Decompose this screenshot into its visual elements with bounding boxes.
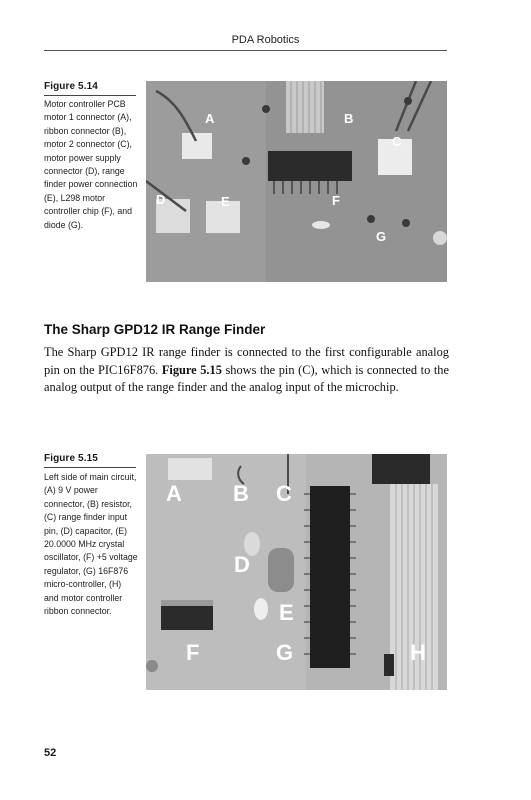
fig15-label-h: H xyxy=(410,640,426,665)
fig14-label-g: G xyxy=(376,229,387,244)
fig15-label-g: G xyxy=(276,640,294,665)
pic16f876-chip-shape xyxy=(310,486,350,668)
fig15-label-b: B xyxy=(233,481,249,506)
l298-chip-shape xyxy=(268,151,352,181)
fig14-label-f: F xyxy=(332,193,340,208)
fig15-label-a: A xyxy=(166,481,182,506)
ribbon-cable-shape xyxy=(286,81,324,133)
section-heading: The Sharp GPD12 IR Range Finder xyxy=(44,322,266,337)
figure-reference: Figure 5.15 xyxy=(161,362,222,377)
page-number: 52 xyxy=(44,747,57,759)
fig15-label-e: E xyxy=(279,600,294,625)
fig14-label-b: B xyxy=(344,111,354,126)
figure-5-14-caption: Motor controller PCB motor 1 connector (A), ribbon connector (B), motor 2 connector (C), motor power supply connector (D), range finder power connection (E), L298 motor controller chip (F), and diode (G). xyxy=(44,99,138,230)
body-text-part1: The Sharp GPD12 IR range finder is connected to the first configurable analog pin on the PIC16F876. xyxy=(44,345,449,377)
header-rule xyxy=(44,50,447,51)
fig14-label-e: E xyxy=(221,194,230,209)
figure-5-14-label-rule xyxy=(44,95,136,96)
fig14-label-d: D xyxy=(156,192,166,207)
fig15-label-f: F xyxy=(186,640,200,665)
running-header: PDA Robotics xyxy=(231,34,300,46)
fig15-label-d: D xyxy=(234,552,250,577)
figure-5-15-photo xyxy=(146,454,447,690)
body-paragraph xyxy=(44,344,449,397)
figure-5-15-label: Figure 5.15 xyxy=(44,453,98,464)
fig14-label-a: A xyxy=(205,111,215,126)
figure-5-15-caption: Left side of main circuit, (A) 9 V power connector, (B) resistor, (C) range finder input pin, (D) capacitor, (E) 20.0000 MHz crystal oscillator, (F) +5 voltage regulator, (G) 16F876 micro-controller, (H) and motor controller ribbon connector. xyxy=(44,472,138,617)
body-text-part2: shows the pin (C), which is connected to the analog output of the range finder and the analog input of the microchip. xyxy=(44,362,449,395)
fig14-label-c: C xyxy=(392,134,402,149)
figure-5-14-label: Figure 5.14 xyxy=(44,81,98,92)
figure-5-14-photo xyxy=(146,81,447,282)
figure-5-15-label-rule xyxy=(44,467,136,468)
fig15-label-c: C xyxy=(276,481,292,506)
